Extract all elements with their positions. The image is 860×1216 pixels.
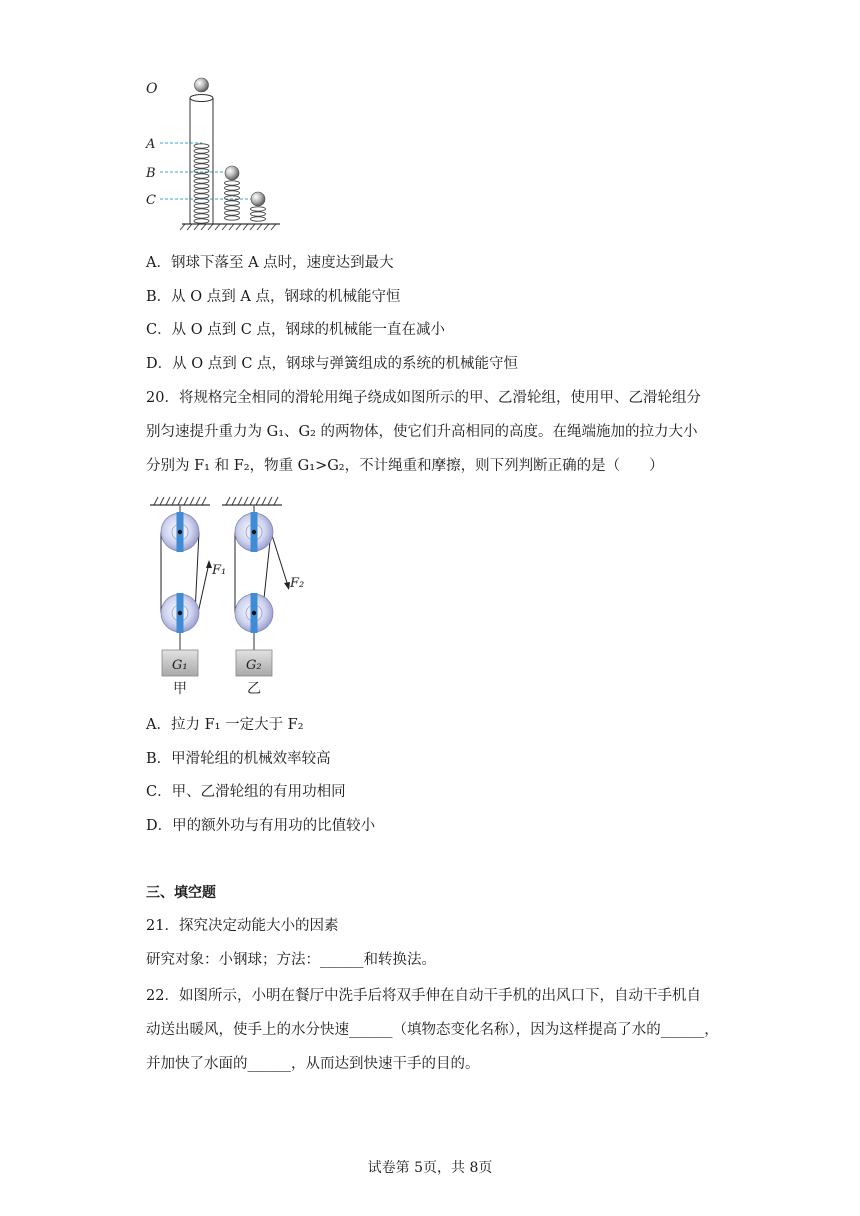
label-o: O bbox=[146, 81, 158, 97]
force-label-right: F₂ bbox=[290, 576, 305, 591]
q22-line-1: 22．如图所示，小明在餐厅中洗手后将双手伸在自动干手机的出风口下，自动干手机自 bbox=[146, 988, 701, 1004]
q22-line-3: 并加快了水面的______，从而达到快速干手的目的。 bbox=[146, 1056, 480, 1072]
pulley-system-right bbox=[235, 505, 304, 697]
pulley-system-left bbox=[161, 505, 226, 697]
label-b: B bbox=[146, 166, 156, 181]
q20-stem-line-2: 别匀速提升重力为 G₁、G₂ 的两物体，使它们升高相同的高度。在绳端施加的拉力大小 bbox=[146, 424, 698, 440]
caption-right: 乙 bbox=[247, 681, 261, 697]
q19-option-c: C．从 O 点到 C 点，钢球的机械能一直在减小 bbox=[146, 322, 446, 338]
label-a: A bbox=[146, 137, 156, 152]
q20-option-b: B．甲滑轮组的机械效率较高 bbox=[146, 751, 331, 767]
force-label-left: F₁ bbox=[212, 563, 227, 578]
caption-left: 甲 bbox=[173, 681, 187, 697]
q19-option-a: A．钢球下落至 A 点时，速度达到最大 bbox=[146, 255, 394, 271]
q19-option-b: B．从 O 点到 A 点，钢球的机械能守恒 bbox=[146, 289, 401, 305]
pulley-systems-figure bbox=[140, 488, 330, 698]
q19-option-d: D．从 O 点到 C 点，钢球与弹簧组成的系统的机械能守恒 bbox=[146, 356, 519, 372]
spring-ball-figure bbox=[140, 72, 290, 237]
q20-stem-line-3: 分别为 F₁ 和 F₂，物重 G₁>G₂，不计绳重和摩擦，则下列判断正确的是（ ） bbox=[146, 458, 664, 474]
q21-title: 21．探究决定动能大小的因素 bbox=[146, 918, 339, 934]
weight-label-left: G₁ bbox=[172, 658, 188, 673]
section-heading: 三、填空题 bbox=[146, 885, 216, 901]
q20-option-a: A．拉力 F₁ 一定大于 F₂ bbox=[146, 717, 304, 733]
label-c: C bbox=[146, 193, 156, 208]
q20-option-c: C．甲、乙滑轮组的有用功相同 bbox=[146, 784, 346, 800]
q22-line-2: 动送出暖风，使手上的水分快速______（填物态变化名称），因为这样提高了水的______， bbox=[146, 1022, 719, 1038]
q20-option-d: D．甲的额外功与有用功的比值较小 bbox=[146, 818, 376, 834]
page-footer: 试卷第 5页，共 8页 bbox=[367, 1160, 493, 1176]
q20-stem-line-1: 20．将规格完全相同的滑轮用绳子绕成如图所示的甲、乙滑轮组，使用甲、乙滑轮组分 bbox=[146, 390, 701, 406]
weight-label-right: G₂ bbox=[246, 658, 262, 673]
q21-fill-line: 研究对象：小钢球；方法：______和转换法。 bbox=[146, 952, 436, 968]
